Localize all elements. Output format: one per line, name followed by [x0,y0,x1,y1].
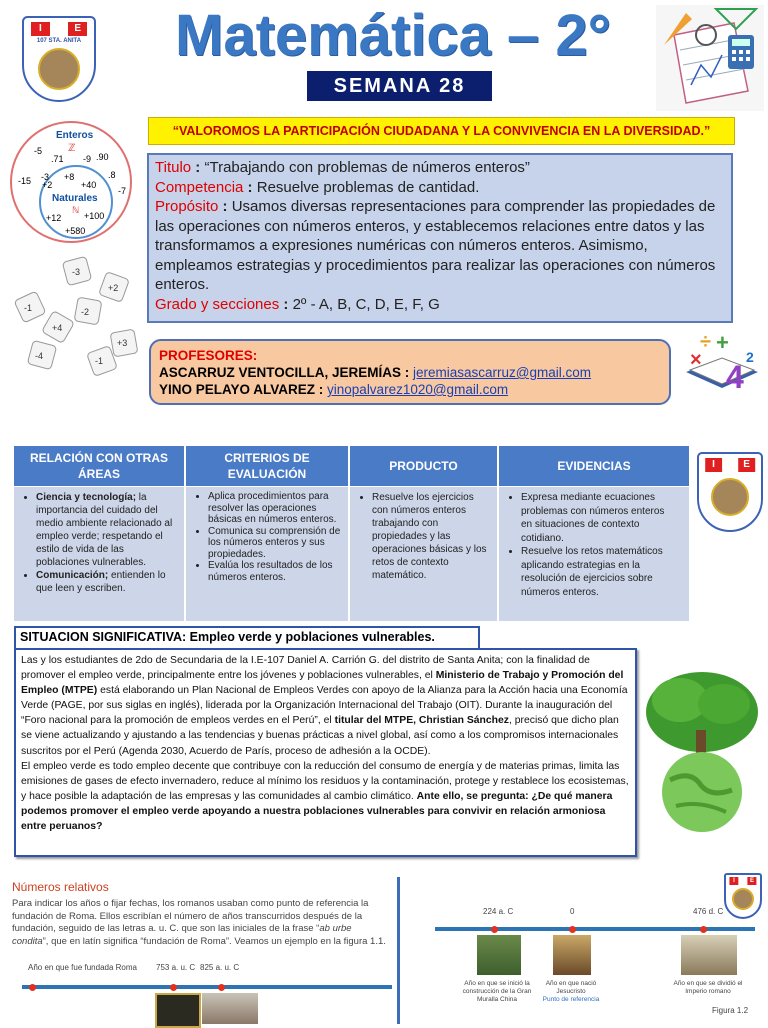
number-label: +580 [65,226,86,236]
teachers-label: PROFESORES: [159,348,258,363]
table-header: PRODUCTO [350,446,497,486]
number-label: .71 [51,154,64,164]
number-label: +100 [84,211,105,221]
situation-title [14,626,480,648]
timeline-marker [218,984,225,991]
nativity-image [553,935,591,975]
situation-paragraph-2: El empleo verde es todo empleo decente que contribuye con la reducción del consumo de energía y de materias primas, limita las emisiones de gases de efecto invernadero, reduce al mínimo los residuos y la contaminación, protege y restablece los ecosistemas, y hace posible la adaptación de las empresas y las comunidades al cambio climático. Ante ello, se pregunta: ¿De qué manera podemos promover el empleo verde apoyando a nuestra poblaciones vulnerables para convivir en relación armoniosa entre peruanos? [21,760,629,833]
figure-caption: Figura 1.2 [712,1006,749,1015]
timeline-marker [569,926,576,933]
grado-line [155,295,725,315]
number-label: -3 [41,172,50,182]
table-header: EVIDENCIAS [499,446,689,486]
roman-coin-image [155,993,201,1028]
timeline-label: 0 [570,907,575,916]
timeline-marker [700,926,707,933]
portrait-icon [38,48,80,90]
shield-flag [31,22,87,36]
timeline-caption: Año en que se inició la construcción de la Gran Muralla China [462,980,532,1003]
number-label: -9 [83,154,92,164]
z-symbol: ℤ [68,143,76,154]
motto-banner: “VALOROMOS LA PARTICIPACIÓN CIUDADANA Y LA CONVIVENCIA EN LA DIVERSIDAD.” [148,117,735,145]
titulo-label: Titulo [155,159,192,176]
tree-globe-illustration [640,660,764,836]
timeline-bar [435,927,755,931]
number-label: +2 [42,180,53,190]
list-item: • Aplica procedimientos para resolver las operaciones básicas en números enteros. [208,491,342,526]
timeline-marker [491,926,498,933]
svg-text:-1: -1 [24,303,33,313]
list-item: • Ciencia y tecnología; la importancia del cuidado del medio ambiente relacionado al empleo verde; respetando el estilo de vida de las poblaciones vulnerables. [36,491,178,569]
table-header: RELACIÓN CON OTRAS ÁREAS [14,446,184,486]
shield-text: 107 STA. ANITA [36,38,82,44]
list-item: • Resuelve los ejercicios con números enteros trabajando con propiedades y las operaciones básicas y los retos de contexto matemático. [372,491,491,582]
competencia-line [155,178,725,198]
timeline-label: 476 d. C [693,907,724,916]
titulo-value: “Trabajando con problemas de números enteros” [204,159,530,176]
naturales-label: Naturales [52,193,98,204]
info-box [147,153,733,323]
situation-title-text: Empleo verde y poblaciones vulnerables. [186,630,435,644]
table-header: CRITERIOS DE EVALUACIÓN [186,446,348,486]
situation-text-box [14,648,637,857]
roman-forum-image [681,935,737,975]
number-label: .8 [108,170,116,180]
situation-paragraph-1: Las y los estudiantes de 2do de Secundaria de la I.E-107 Daniel A. Carrión G. del distrito de Santa Anita; con la finalidad de promover el empleo verde, principalmente entre los jóvenes y poblaciones vulnerables, el Ministerio de Trabajo y Promoción del Empleo (MTPE) está elaborando un Plan Nacional de Empleos Verdes con apoyo de la Alianza para la Acción hacia una Economía Verde (PAGE, por sus siglas en inglés), liderada por la Organización Internacional del Trabajo (OIT). Durante la inauguración del “Foro nacional para la promoción de empleos verdes en el Perú”, el titular del MTPE, Christian Sánchez, precisó que dicho plan se viene actualizando y ajustando a las tendencias y buenas prácticas a nivel global, así como a los compromisos internacionales suscritos por el Perú (Agenda 2030, Acuerdo de París, proceso de adhesión a la OCDE). [21,655,628,757]
timeline-label: 224 a. C [483,907,514,916]
timeline-caption: Año en que se dividió el Imperio romano [673,980,743,995]
n-symbol: ℕ [72,205,80,215]
math-book-illustration [680,332,764,410]
proposito-value: Usamos diversas representaciones para comprender las propiedades de las operaciones con números enteros, y establecemos relaciones entre datos y las transformamos a expresiones numéricas con números enteros. Asimismo, empleamos estrategias y procedimientos para realizar las operaciones con números enteros. [155,198,716,293]
table-cell [350,487,497,621]
list-item: • Comunicación; entienden lo que leen y escriben. [36,569,178,595]
list-item: • Expresa mediante ecuaciones problemas con números enteros en situaciones de contexto cotidiano. [521,491,673,545]
number-label: .90 [96,152,109,162]
grado-sep: : [279,295,293,313]
shield-flag: I E [729,877,756,885]
table-cell [186,487,348,621]
list-item: • Resuelve los retos matemáticos aplicando estrategias en la resolución de ejercicios sobre números enteros. [521,545,673,599]
portrait-icon [711,478,749,516]
shield-letter-i: I [31,22,50,36]
situation-label: SITUACION SIGNIFICATIVA: [20,630,187,644]
competencia-value: Resuelve problemas de cantidad. [256,178,480,196]
svg-text:4: 4 [726,359,744,395]
teachers-box [149,339,671,405]
proposito-label: Propósito [155,198,219,215]
number-label: +8 [64,172,75,182]
teacher-1-email-link[interactable]: jeremiasascarruz@gmail.com [413,365,592,380]
competencia-sep: : [243,178,257,196]
timeline-marker [170,984,177,991]
svg-text:-3: -3 [72,267,81,277]
enteros-label: Enteros [56,130,94,141]
competencia-label: Competencia [155,178,244,196]
relative-numbers-text: Para indicar los años o fijar fechas, los romanos usaban como punto de referencia la fundación de Roma. Ellos escribían el número de años transcurridos después de la fundación, seguido de las letras a. u. C. que son las iniciales de la frase “ab urbe condita”, que en latín significa “fundación de Roma”. Veamos un ejemplo en la figura 1.1. [12,898,386,947]
teacher-2-email-link[interactable]: yinopalvarez1020@gmail.com [327,382,509,397]
table-cell [499,487,689,621]
great-wall-image [477,935,521,975]
proposito-line [155,197,725,295]
timeline-label: 825 a. u. C [200,963,240,972]
svg-text:-4: -4 [35,351,44,361]
teacher-2-name: YINO PELAYO ALVAREZ : [159,382,328,397]
proposito-sep: : [218,198,232,215]
grado-value: 2º - A, B, C, D, E, F, G [292,295,440,313]
shield-flag: I E [705,458,755,472]
week-badge: SEMANA 28 [307,71,492,101]
timeline-label: Año en que fue fundada Roma [28,963,137,972]
svg-text:+2: +2 [108,283,119,293]
school-logo-right [697,452,763,532]
titulo-sep: : [191,159,205,176]
table-cell [14,487,184,621]
number-label: +12 [46,213,62,223]
timeline-marker [29,984,36,991]
school-logo-left [22,16,96,102]
math-notebook-illustration [656,5,764,111]
list-item: • Comunica su comprensión de los números enteros y sus propiedades. [208,526,342,561]
timeline-label: 753 a. u. C [156,963,196,972]
grado-label: Grado y secciones [155,295,280,313]
svg-text:+: + [716,332,729,355]
portrait-icon [732,888,754,910]
svg-text:-2: -2 [81,307,90,317]
list-item: • Evalúa los resultados de los números enteros. [208,560,342,583]
number-label: -15 [18,176,32,186]
svg-text:×: × [690,349,702,371]
dice-illustration [10,255,144,385]
svg-text:+3: +3 [117,338,128,348]
timeline-bar [22,985,392,989]
timeline-caption: Año en que nació Jesucristo Punto de referencia [542,980,600,1003]
titulo-line [155,158,725,178]
number-sets-diagram [8,118,134,248]
teacher-1-name: ASCARRUZ VENTOCILLA, JEREMÍAS : [159,365,414,380]
svg-text:÷: ÷ [700,332,711,353]
evaluation-table [14,446,689,621]
svg-text:-1: -1 [95,356,104,366]
page-title: Matemática – 2° [175,3,611,68]
colosseum-image [202,993,258,1024]
divider [397,877,400,1024]
shield-letter-e: E [68,22,87,36]
svg-text:+4: +4 [52,323,63,333]
number-label: -7 [118,186,127,196]
relative-numbers-title: Números relativos [12,880,109,894]
number-label: +40 [81,180,97,190]
school-logo-small [724,873,762,919]
number-label: -5 [34,146,43,156]
svg-text:2: 2 [746,349,754,365]
